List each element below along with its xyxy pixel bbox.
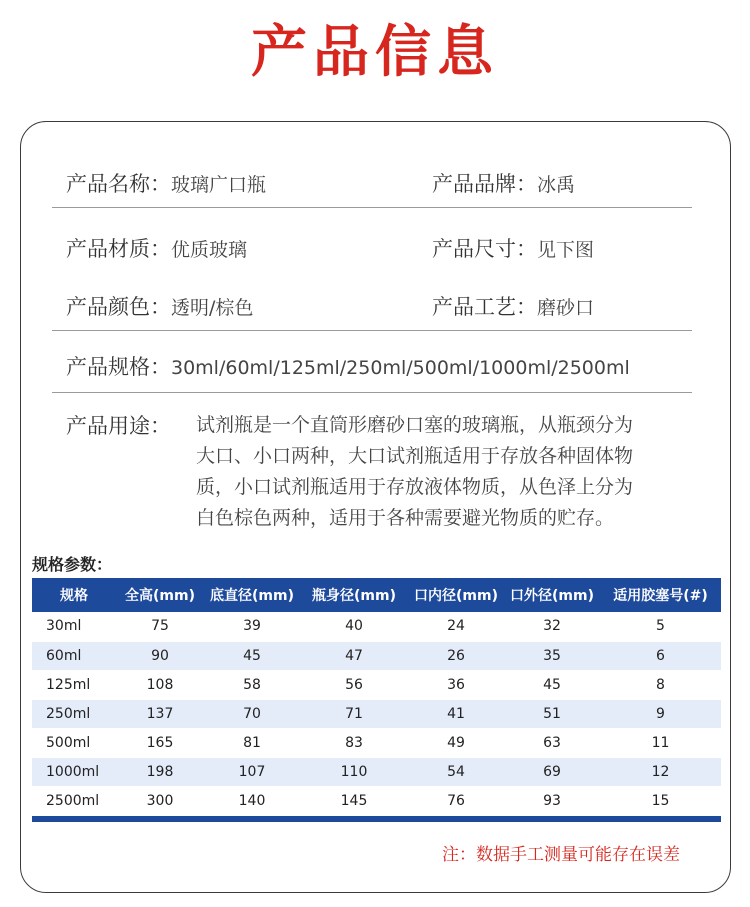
usage-line: 大口、小口两种，大口试剂瓶适用于存放各种固体物 (196, 445, 634, 467)
table-row (32, 786, 721, 815)
table-cell: 107 (204, 757, 300, 786)
table-cell: 51 (504, 699, 600, 728)
table-header-row (32, 578, 721, 612)
table-cell: 125ml (32, 670, 116, 699)
info-row-material-size (52, 233, 692, 269)
table-cell: 1000ml (32, 757, 116, 786)
table-cell: 70 (204, 699, 300, 728)
table-cell: 11 (600, 728, 721, 757)
product-size-label: 产品尺寸： (432, 237, 537, 261)
product-spec-field (66, 351, 630, 381)
table-header-cell: 适用胶塞号(#) (600, 578, 721, 612)
table-cell: 165 (116, 728, 204, 757)
product-spec-value: 30ml/60ml/125ml/250ml/500ml/1000ml/2500ml (171, 357, 630, 379)
table-cell: 56 (300, 670, 408, 699)
table-header-cell: 口内径(mm) (408, 578, 504, 612)
table-row (32, 699, 721, 728)
table-cell: 81 (204, 728, 300, 757)
table-cell: 30ml (32, 612, 116, 641)
table-cell: 75 (116, 612, 204, 641)
table-cell: 83 (300, 728, 408, 757)
product-spec-label: 产品规格： (66, 355, 171, 379)
product-craft-label: 产品工艺： (432, 295, 537, 319)
table-cell: 47 (300, 641, 408, 670)
table-cell: 45 (504, 670, 600, 699)
product-usage-text (196, 410, 716, 534)
info-row-spec (52, 351, 692, 393)
table-cell: 93 (504, 786, 600, 815)
usage-line: 白色棕色两种，适用于各种需要避光物质的贮存。 (196, 507, 615, 529)
table-cell: 140 (204, 786, 300, 815)
table-header-cell: 口外径(mm) (504, 578, 600, 612)
product-material-label: 产品材质： (66, 237, 171, 261)
table-header-cell: 规格 (32, 578, 116, 612)
table-cell: 40 (300, 612, 408, 641)
product-usage-label: 产品用途： (66, 414, 171, 438)
product-material-value: 优质玻璃 (171, 239, 248, 261)
table-cell: 110 (300, 757, 408, 786)
table-header-cell: 全高(mm) (116, 578, 204, 612)
table-header-cell: 瓶身径(mm) (300, 578, 408, 612)
product-craft-field (432, 291, 594, 321)
table-cell: 39 (204, 612, 300, 641)
usage-line: 质，小口试剂瓶适用于存放液体物质，从色泽上分为 (196, 476, 634, 498)
table-row (32, 641, 721, 670)
product-material-field (66, 233, 247, 263)
table-cell: 9 (600, 699, 721, 728)
product-size-value: 见下图 (537, 239, 595, 261)
table-bottom-bar (32, 816, 721, 822)
table-cell: 58 (204, 670, 300, 699)
table-cell: 69 (504, 757, 600, 786)
product-color-value: 透明/棕色 (171, 297, 254, 319)
table-cell: 12 (600, 757, 721, 786)
table-cell: 54 (408, 757, 504, 786)
table-cell: 49 (408, 728, 504, 757)
product-brand-field (432, 168, 575, 198)
product-craft-value: 磨砂口 (537, 297, 595, 319)
table-cell: 5 (600, 612, 721, 641)
table-cell: 137 (116, 699, 204, 728)
table-row (32, 612, 721, 641)
table-cell: 2500ml (32, 786, 116, 815)
table-cell: 41 (408, 699, 504, 728)
table-cell: 500ml (32, 728, 116, 757)
table-cell: 108 (116, 670, 204, 699)
product-name-field (66, 168, 266, 198)
table-cell: 90 (116, 641, 204, 670)
product-color-label: 产品颜色： (66, 295, 171, 319)
spec-table (32, 578, 721, 816)
table-row (32, 728, 721, 757)
page-title: 产品信息 (251, 20, 499, 85)
table-cell: 76 (408, 786, 504, 815)
table-cell: 26 (408, 641, 504, 670)
table-cell: 63 (504, 728, 600, 757)
product-name-value: 玻璃广口瓶 (171, 174, 267, 196)
product-size-field (432, 233, 594, 263)
info-row-color-craft (52, 291, 692, 331)
product-color-field (66, 291, 253, 321)
table-cell: 45 (204, 641, 300, 670)
table-row (32, 757, 721, 786)
table-cell: 35 (504, 641, 600, 670)
info-row-name-brand (52, 168, 692, 208)
table-cell: 6 (600, 641, 721, 670)
table-cell: 145 (300, 786, 408, 815)
table-cell: 32 (504, 612, 600, 641)
table-cell: 300 (116, 786, 204, 815)
table-header-cell: 底直径(mm) (204, 578, 300, 612)
product-name-label: 产品名称： (66, 172, 171, 196)
product-brand-value: 冰禹 (537, 174, 576, 196)
table-row (32, 670, 721, 699)
table-cell: 36 (408, 670, 504, 699)
spec-heading: 规格参数： (32, 555, 113, 574)
table-cell: 60ml (32, 641, 116, 670)
product-brand-label: 产品品牌： (432, 172, 537, 196)
table-cell: 8 (600, 670, 721, 699)
table-cell: 24 (408, 612, 504, 641)
table-cell: 198 (116, 757, 204, 786)
measurement-note: 注：数据手工测量可能存在误差 (442, 845, 680, 865)
table-cell: 71 (300, 699, 408, 728)
table-cell: 15 (600, 786, 721, 815)
usage-line: 试剂瓶是一个直筒形磨砂口塞的玻璃瓶，从瓶颈分为 (196, 414, 634, 436)
table-cell: 250ml (32, 699, 116, 728)
